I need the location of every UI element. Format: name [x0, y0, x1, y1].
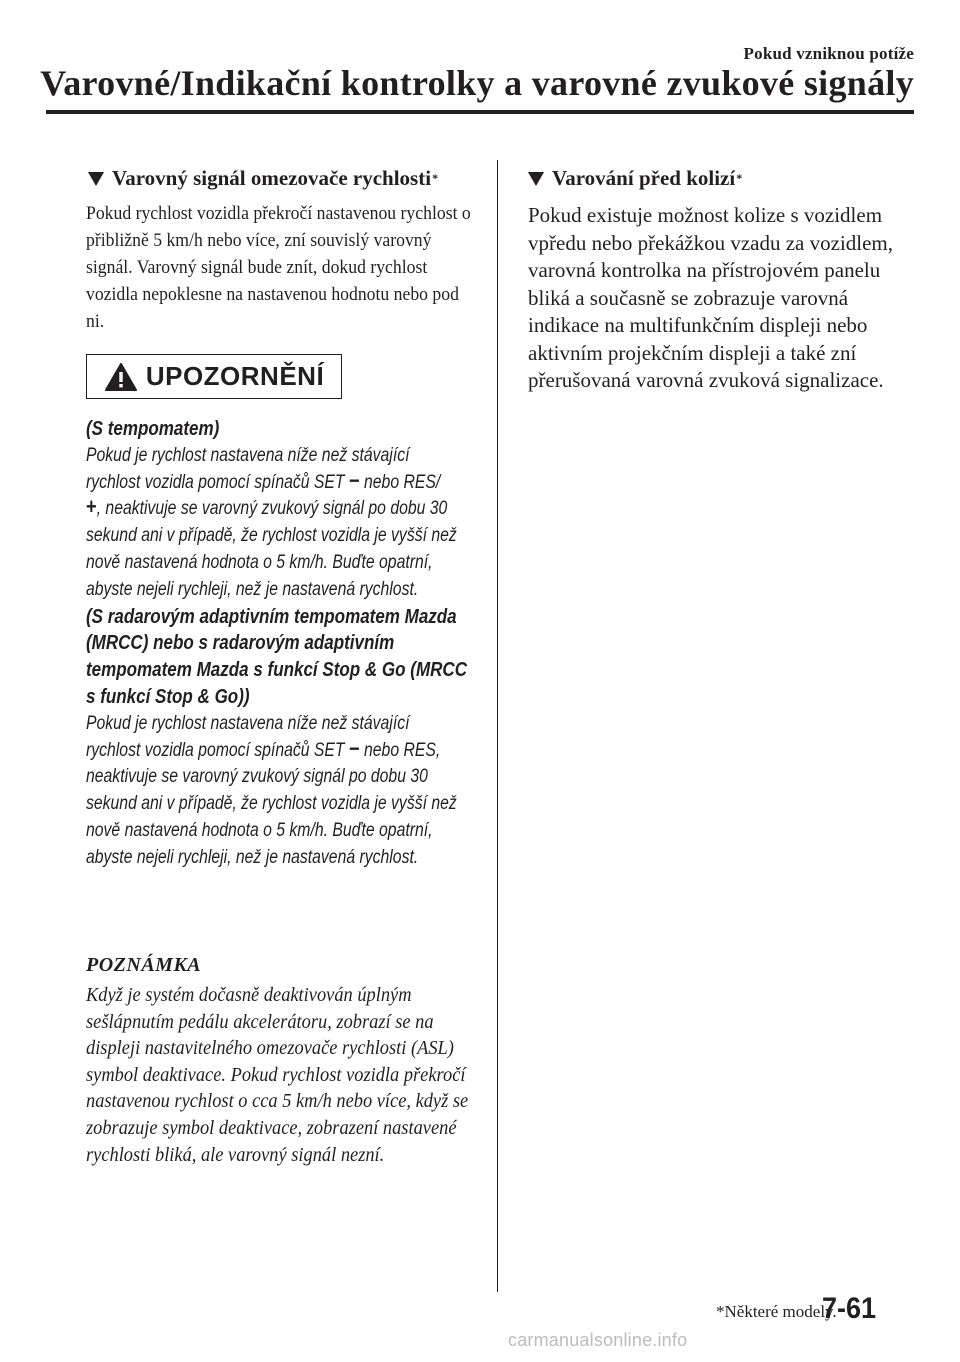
watermark: carmanualsonline.info [508, 1330, 688, 1350]
speed-limiter-body: Pokud rychlost vozidla překročí nastavenou rychlost o přibližně 5 km/h nebo více, zní souvislý varovný signál. Varovný signál bude znít, dokud rychlost vozidla nepoklesne na nastavenou hodnotu nebo pod ni. [86, 203, 471, 332]
caution-banner [86, 354, 342, 399]
optional-equipment-mark: * [736, 171, 743, 185]
cruise-control-heading: (S tempomatem) [86, 417, 220, 440]
cruise-text-part-2: nebo RES/ [359, 471, 441, 493]
speed-limiter-heading [88, 166, 438, 191]
page-number: 7-61 [822, 1292, 877, 1325]
column-divider [497, 160, 498, 1292]
footnote: *Některé modely. [716, 1302, 837, 1321]
cruise-control-paragraph [86, 443, 468, 604]
radar-cruise-paragraph [86, 711, 468, 872]
section-triangle-icon [88, 172, 104, 186]
note-label: POZNÁMKA [86, 954, 202, 976]
optional-equipment-mark: * [432, 171, 439, 185]
speed-limiter-heading-text: Varovný signál omezovače rychlosti [112, 166, 432, 190]
header-rule [46, 110, 914, 114]
section-title: Varovné/Indikační kontrolky a varovné zvukové signály [40, 63, 914, 103]
cruise-text-part-1: Pokud je rychlost nastavena níže než stávající rychlost vozidla pomocí spínačů SET [86, 444, 410, 493]
warning-triangle-icon [104, 362, 138, 392]
plus-symbol: + [86, 494, 97, 520]
collision-warning-heading [528, 166, 742, 191]
section-triangle-icon [528, 172, 544, 186]
radar-text-part-1: Pokud je rychlost nastavena níže než stávající rychlost vozidla pomocí spínačů SET [86, 712, 410, 761]
minus-symbol: − [348, 735, 360, 761]
caution-text [86, 416, 468, 872]
note-text: Když je systém dočasně deaktivován úplným sešlápnutím pedálu akcelerátoru, zobrazí se na displeji nastavitelného omezovače rychlosti (ASL) symbol deaktivace. Pokud rychlost vozidla překročí nastavenou rychlost o cca 5 km/h nebo více, když se zobrazuje symbol deaktivace, zobrazení nastavené rychlosti bliká, ale varovný signál nezní. [86, 984, 469, 1166]
caution-title: UPOZORNĚNÍ [145, 361, 325, 391]
radar-text-part-2: nebo RES, neaktivuje se varovný zvukový signál po dobu 30 sekund ani v případě, že rychlost vozidla je vyšší než nově nastavená hodnota o 5 km/h. Buďte opatrní, abyste nejeli rychleji, než je nastavená rychlost. [86, 739, 457, 868]
cruise-text-part-3: , neaktivuje se varovný zvukový signál po dobu 30 sekund ani v případě, že rychlost vozidla je vyšší než nově nastavená hodnota o 5 km/h. Buďte opatrní, abyste nejeli rychleji, než je nastavená rychlost. [86, 498, 457, 600]
minus-symbol: − [348, 467, 360, 493]
radar-cruise-heading: (S radarovým adaptivním tempomatem Mazda (MRCC) nebo s radarovým adaptivním tempomatem Mazda s funkcí Stop & Go (MRCC s funkcí Stop & Go)) [86, 604, 467, 708]
chapter-title: Pokud vzniknou potíže [743, 44, 914, 63]
collision-warning-heading-text: Varování před kolizí [552, 166, 736, 190]
collision-warning-body: Pokud existuje možnost kolize s vozidlem vpředu nebo překážkou vzadu za vozidlem, varovná kontrolka na přístrojovém panelu bliká a současně se zobrazuje varovná indikace na multifunkčním displeji nebo aktivním projekčním displeji a také zní přerušovaná varovná zvuková signalizace. [528, 203, 894, 392]
